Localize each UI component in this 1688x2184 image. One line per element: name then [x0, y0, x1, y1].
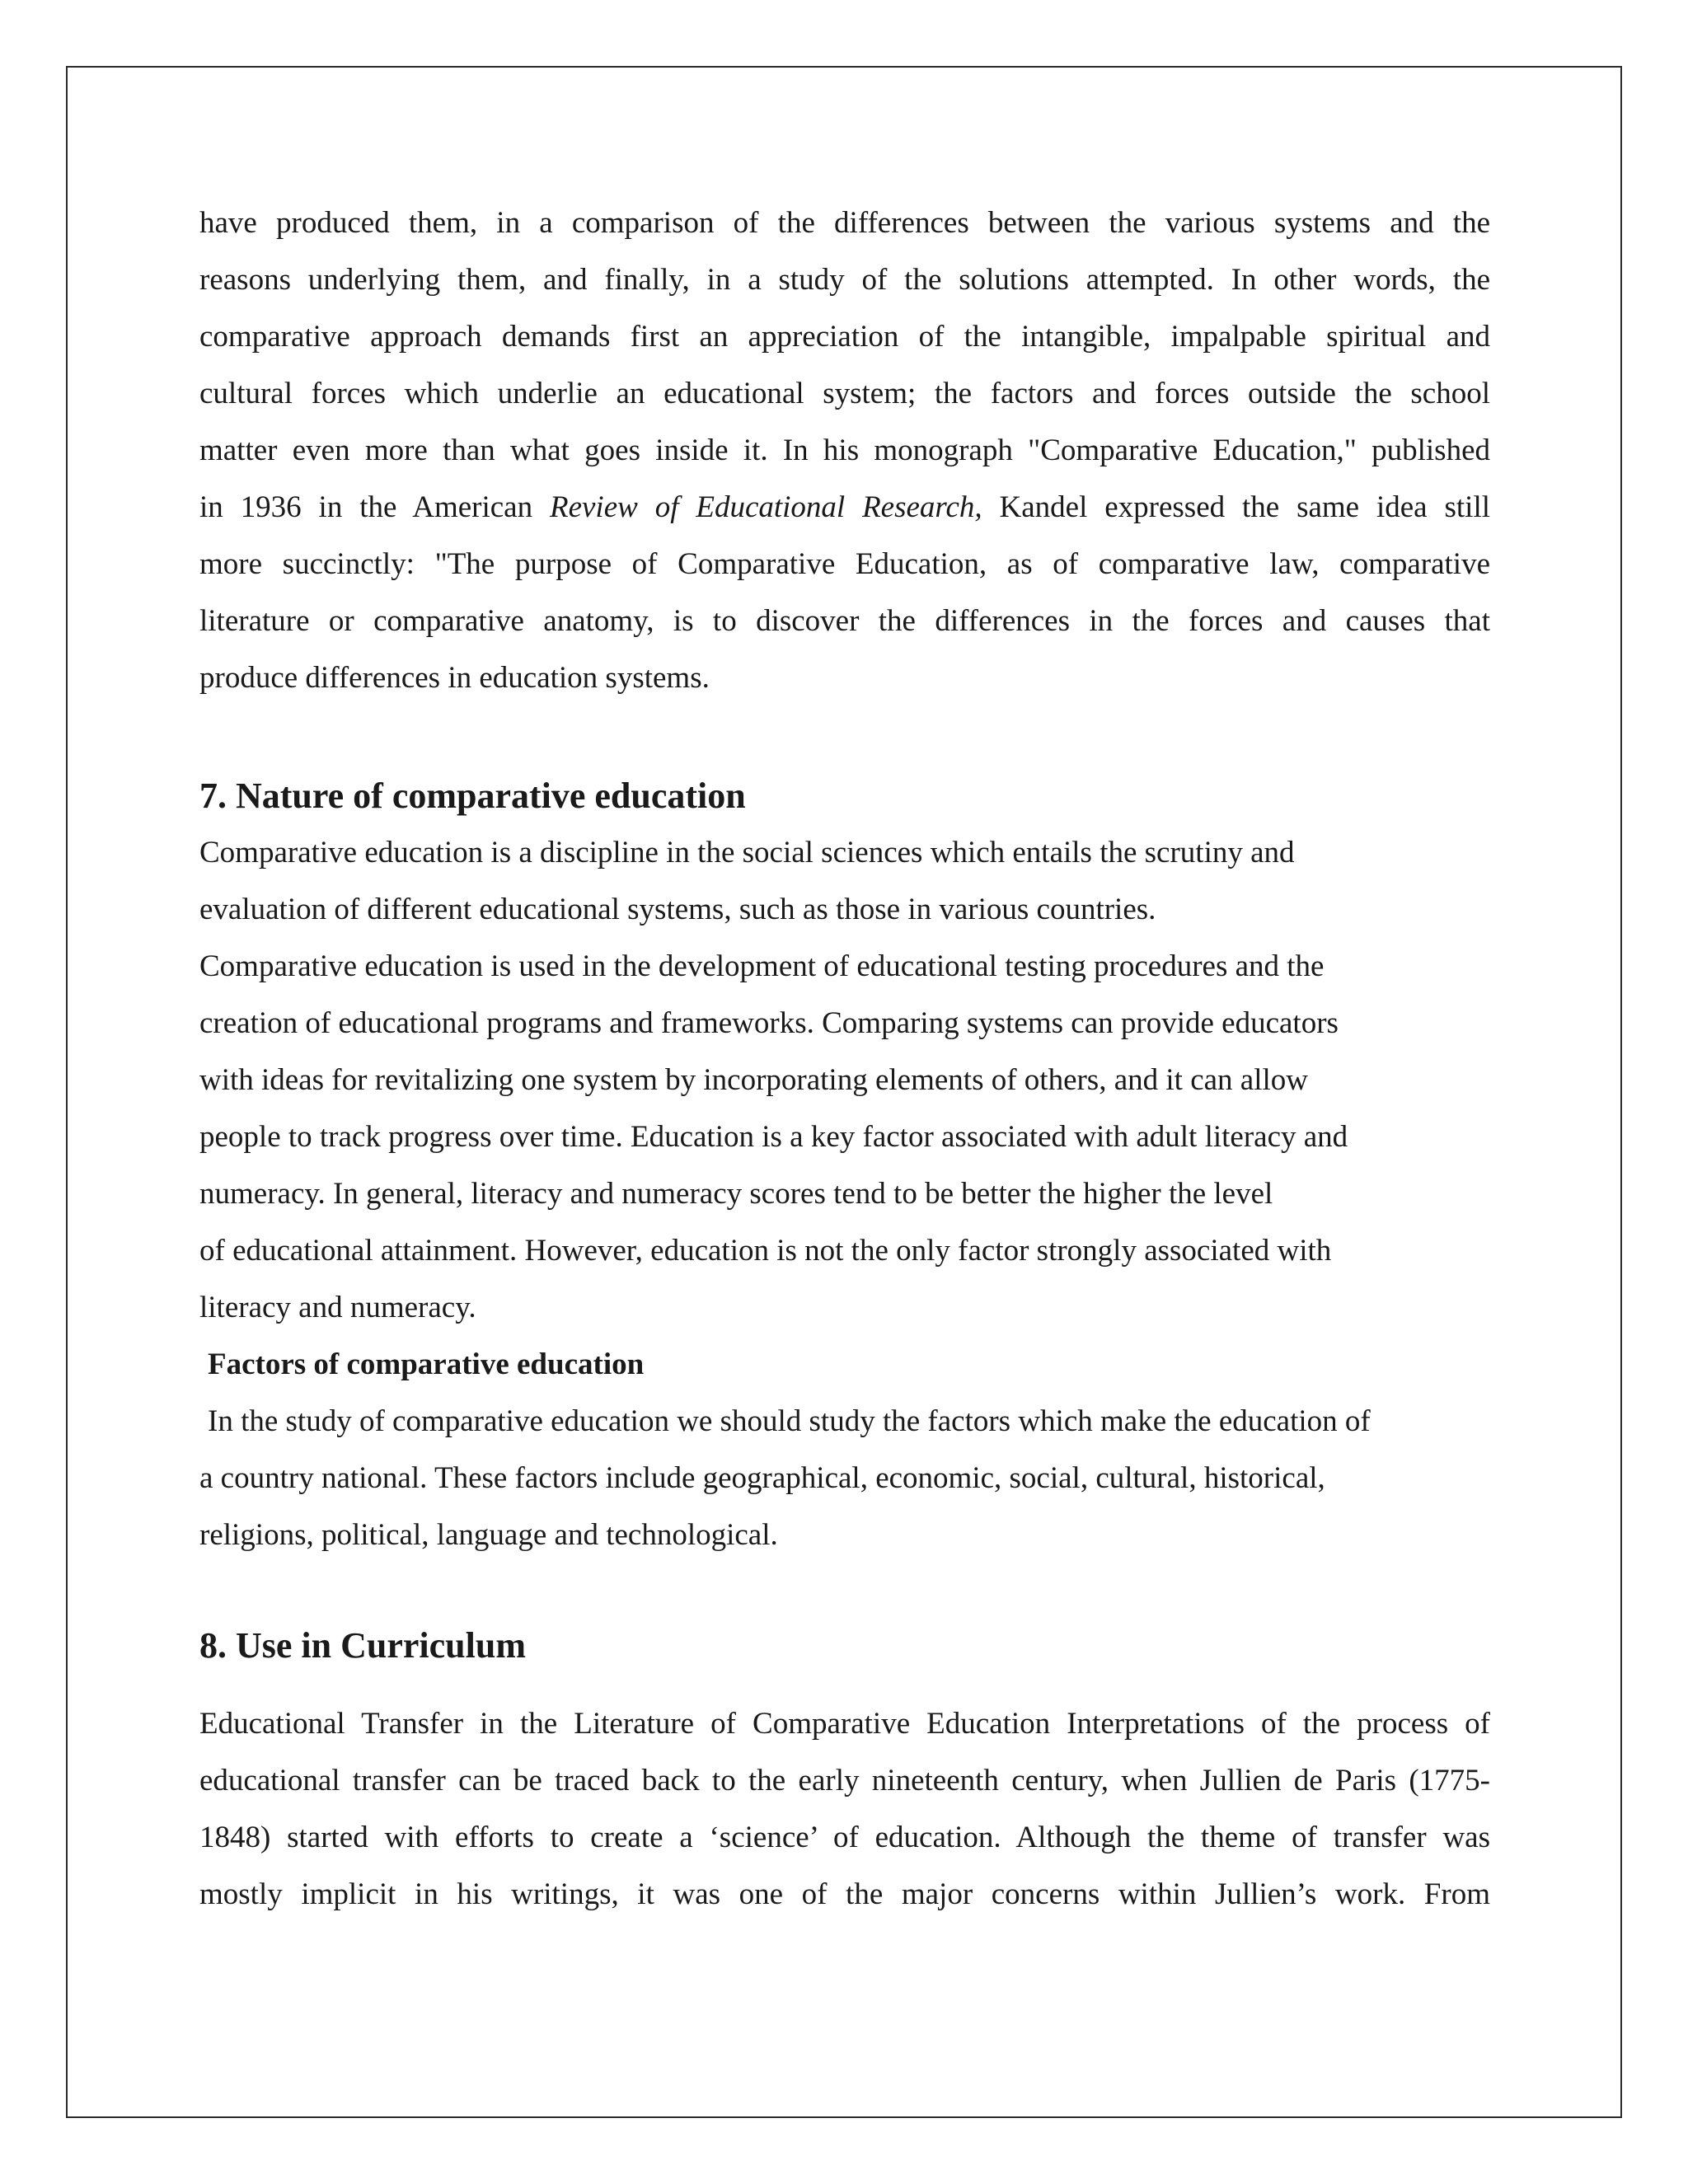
- text-line: cultural forces which underlie an educational system; the factors and forces outside the school: [199, 377, 1490, 410]
- text-line: with ideas for revitalizing one system by incorporating elements of others, and it can allow: [199, 1063, 1308, 1097]
- text-line: religions, political, language and technological.: [199, 1518, 778, 1552]
- text-line: Comparative education is a discipline in the social sciences which entails the scrutiny and: [199, 836, 1295, 869]
- section-7-body: [199, 824, 1490, 1336]
- text-line: comparative approach demands first an appreciation of the intangible, impalpable spiritual and: [199, 320, 1490, 354]
- text-line: a country national. These factors include geographical, economic, social, cultural, historical,: [199, 1461, 1325, 1495]
- text-line: reasons underlying them, and finally, in a study of the solutions attempted. In other words, the: [199, 263, 1490, 297]
- section-8-body: [199, 1695, 1490, 1923]
- text-line: people to track progress over time. Education is a key factor associated with adult literacy and: [199, 1120, 1348, 1154]
- text-line-with-citation: [199, 479, 1490, 536]
- text-line: literacy and numeracy.: [199, 1291, 476, 1324]
- text-line: matter even more than what goes inside it. In his monograph "Comparative Education," published: [199, 434, 1490, 467]
- text-line: have produced them, in a comparison of the differences between the various systems and the: [199, 206, 1490, 240]
- text-line: educational transfer can be traced back to the early nineteenth century, when Jullien de Paris (1775-: [199, 1764, 1490, 1797]
- text-line: In the study of comparative education we should study the factors which make the education of: [208, 1404, 1371, 1438]
- page-content: [199, 194, 1490, 1923]
- text-line: of educational attainment. However, education is not the only factor strongly associated with: [199, 1234, 1332, 1268]
- text-line: more succinctly: "The purpose of Comparative Education, as of comparative law, comparative: [199, 547, 1490, 581]
- text-line: produce differences in education systems.: [199, 661, 710, 695]
- text-segment: in 1936 in the American: [199, 490, 550, 524]
- text-line: numeracy. In general, literacy and numeracy scores tend to be better the higher the level: [199, 1177, 1273, 1211]
- text-line: Comparative education is used in the development of educational testing procedures and the: [199, 949, 1325, 983]
- text-line: evaluation of different educational systems, such as those in various countries.: [199, 893, 1156, 926]
- intro-paragraph: [199, 194, 1490, 706]
- text-line: literature or comparative anatomy, is to discover the differences in the forces and causes that: [199, 604, 1490, 638]
- journal-title: Review of Educational Research,: [549, 490, 982, 524]
- text-segment: Kandel expressed the same idea still: [982, 490, 1491, 524]
- text-line: Educational Transfer in the Literature of Comparative Education Interpretations of the process of: [199, 1707, 1490, 1741]
- factors-subheading: Factors of comparative education: [208, 1347, 645, 1381]
- factors-body: [199, 1393, 1490, 1563]
- text-line: 1848) started with efforts to create a ‘science’ of education. Although the theme of transfer was: [199, 1821, 1490, 1854]
- text-line: creation of educational programs and frameworks. Comparing systems can provide educators: [199, 1006, 1339, 1040]
- section-7-heading: 7. Nature of comparative education: [199, 776, 746, 816]
- text-line: mostly implicit in his writings, it was one of the major concerns within Jullien’s work. From: [199, 1877, 1490, 1911]
- section-8-heading: 8. Use in Curriculum: [199, 1625, 526, 1666]
